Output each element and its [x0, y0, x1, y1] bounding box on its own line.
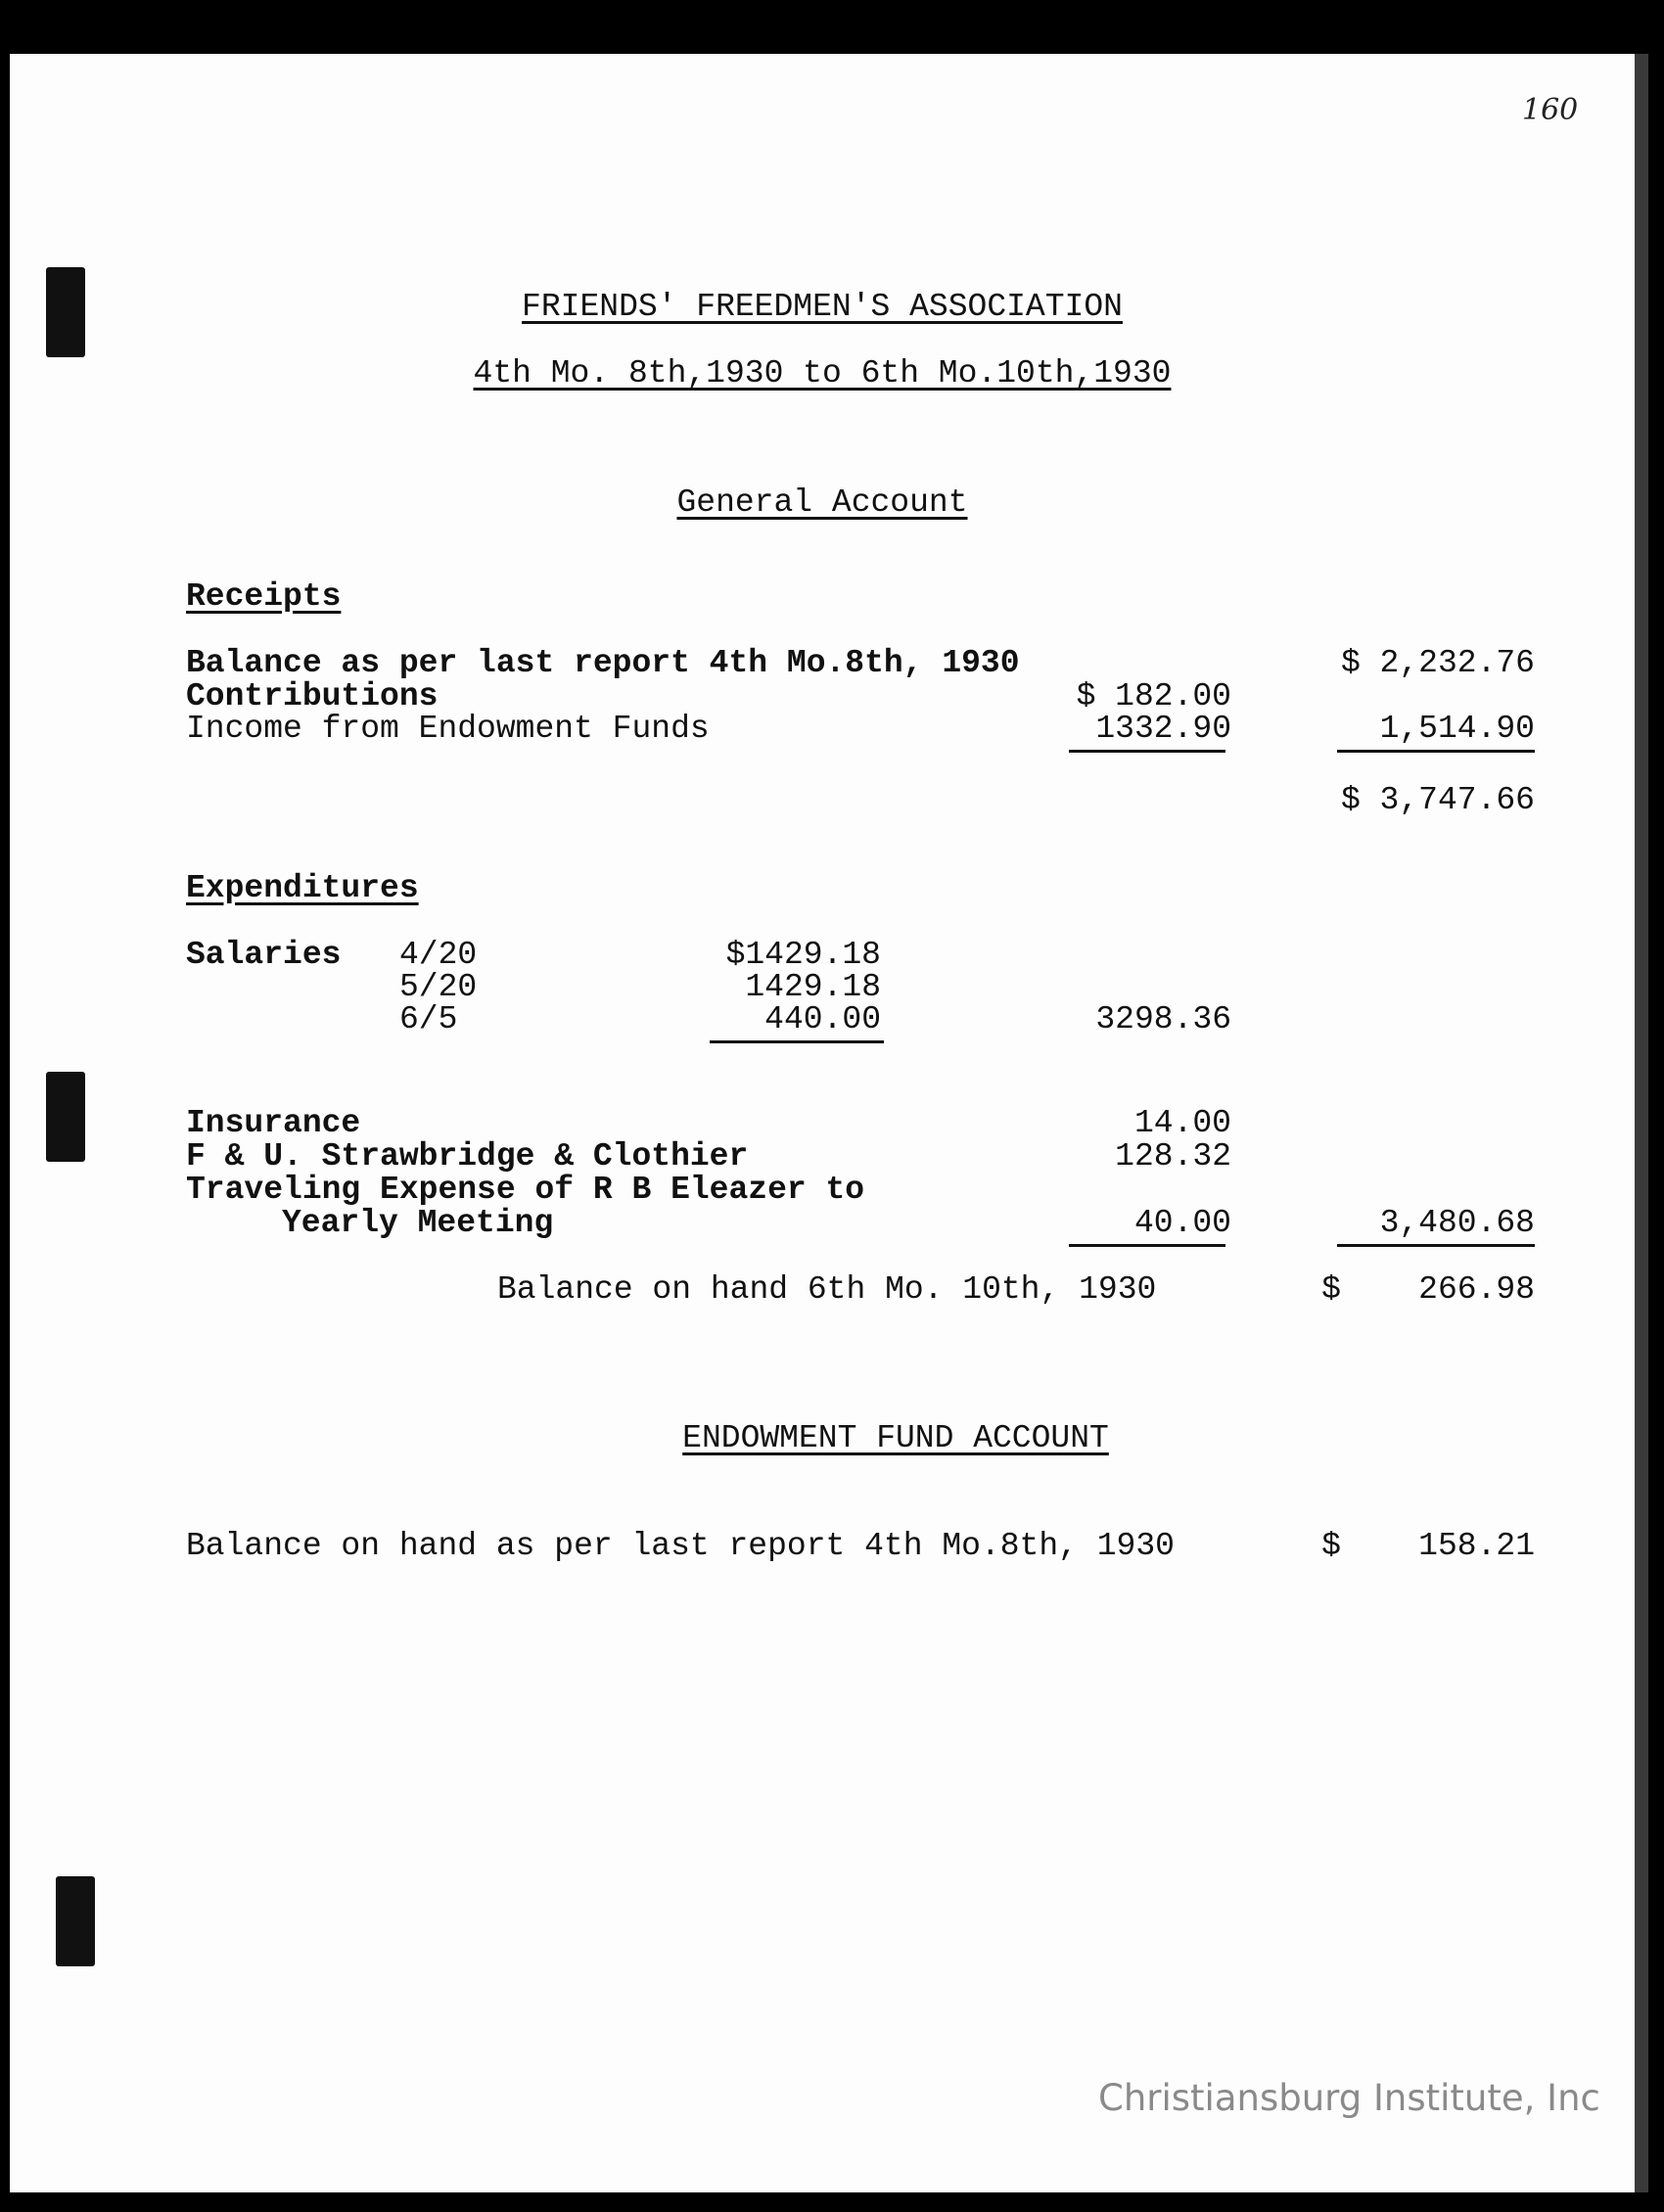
expenditures-total-rule [1337, 1244, 1535, 1247]
salary-period-2: 5/20 [399, 969, 478, 1005]
receipts-heading: Receipts [186, 578, 342, 615]
receipts-total-rule [1337, 750, 1535, 753]
salary-period-3: 6/5 [399, 1001, 458, 1037]
receipt-subtotal: 1,514.90 [1379, 711, 1535, 747]
expense-label-insurance: Insurance [186, 1105, 361, 1141]
section-title-general-account: General Account [676, 484, 968, 521]
document-page [10, 54, 1648, 2192]
receipt-endowment-income-amount: 1332.90 [1095, 711, 1231, 747]
expense-label-strawbridge: F & U. Strawbridge & Clothier [186, 1138, 749, 1175]
organization-title: FRIENDS' FREEDMEN'S ASSOCIATION [522, 289, 1123, 325]
expenditures-subtotal-rule [1069, 1244, 1225, 1247]
expense-amount-strawbridge: 128.32 [1115, 1138, 1231, 1175]
receipt-label-contributions: Contributions [186, 678, 439, 714]
expense-amount-traveling: 40.00 [1133, 1205, 1231, 1241]
salaries-subtotal-rule [710, 1040, 884, 1043]
endowment-balance-amount: $ 158.21 [1321, 1528, 1535, 1564]
endowment-balance-label: Balance on hand as per last report 4th Mo.8th, 1930 [186, 1528, 1175, 1564]
receipt-label-balance: Balance as per last report 4th Mo.8th, 1930 [186, 645, 1020, 681]
salary-amount-3: 440.00 [764, 1001, 881, 1037]
receipt-balance-total: $ 2,232.76 [1340, 645, 1535, 681]
expenditures-total: 3,480.68 [1379, 1205, 1535, 1241]
watermark-text: Christiansburg Institute, Inc [1098, 2077, 1600, 2119]
receipt-contributions-amount: $ 182.00 [1076, 678, 1231, 714]
balance-on-hand-label: Balance on hand 6th Mo. 10th, 1930 [497, 1271, 1157, 1308]
binder-hole-bottom [56, 1876, 95, 1966]
page-number: 160 [1522, 93, 1579, 127]
report-period: 4th Mo. 8th,1930 to 6th Mo.10th,1930 [473, 355, 1172, 392]
expenditures-heading: Expenditures [186, 870, 419, 906]
salaries-total: 3298.36 [1095, 1001, 1231, 1037]
expense-amount-insurance: 14.00 [1133, 1105, 1231, 1141]
binder-hole-middle [46, 1072, 85, 1162]
expense-label-traveling-line2: Yearly Meeting [282, 1205, 554, 1241]
salary-period-1: 4/20 [399, 937, 478, 973]
receipts-total: $ 3,747.66 [1340, 782, 1535, 818]
section-title-endowment-fund: ENDOWMENT FUND ACCOUNT [682, 1420, 1109, 1456]
salary-amount-2: 1429.18 [745, 969, 881, 1005]
salaries-label: Salaries [186, 937, 342, 973]
receipts-subtotal-rule [1069, 750, 1225, 753]
balance-on-hand-amount: $ 266.98 [1321, 1271, 1535, 1308]
expense-label-traveling-line1: Traveling Expense of R B Eleazer to [186, 1172, 865, 1208]
receipt-label-endowment-income: Income from Endowment Funds [186, 711, 710, 747]
salary-amount-1: $1429.18 [725, 937, 881, 973]
